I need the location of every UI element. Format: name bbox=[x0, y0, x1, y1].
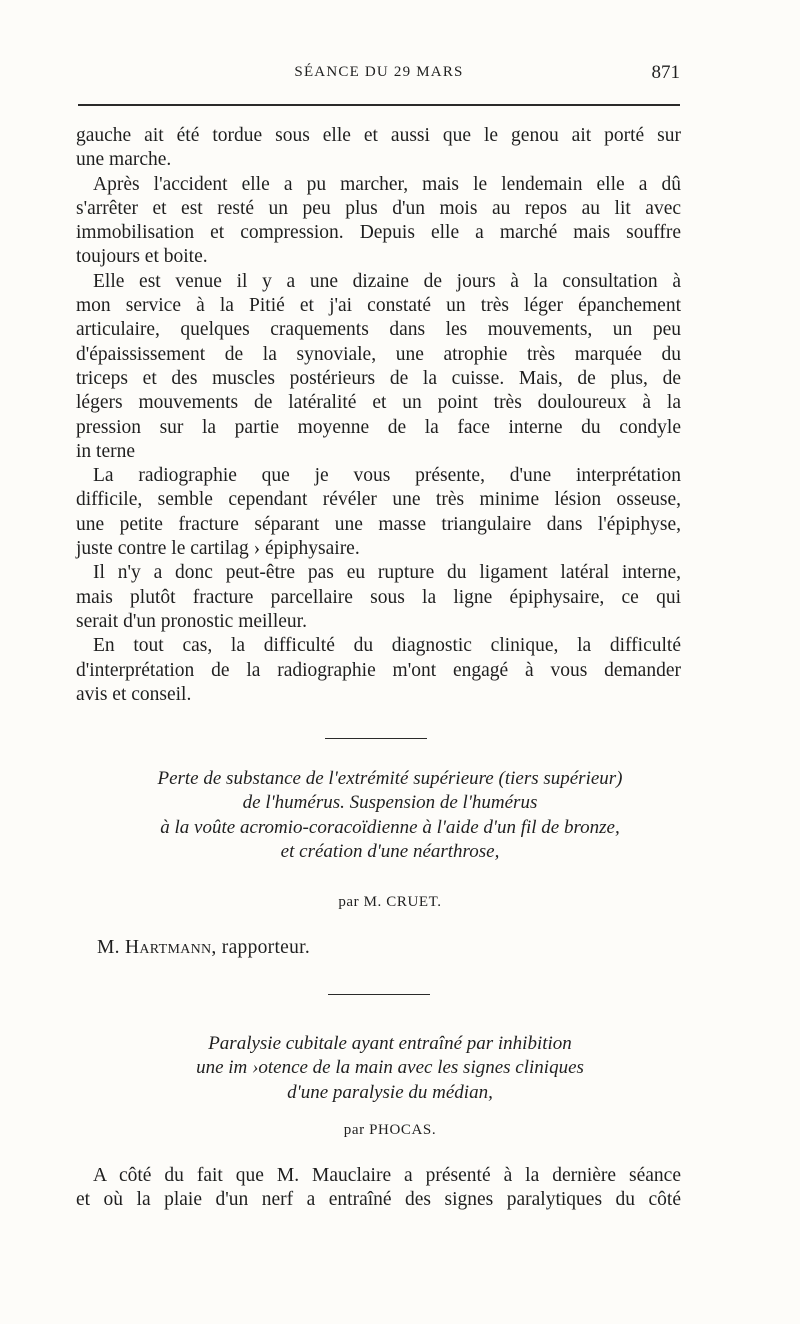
text-line: et où la plaie d'un nerf a entraîné des signes paralytiques du côté bbox=[76, 1189, 681, 1211]
title-line: une im ›otence de la main avec les signes cliniques bbox=[196, 1057, 584, 1079]
text-line: d'épaississement de la synoviale, une atrophie très marquée du bbox=[76, 343, 681, 365]
text-line: pression sur la partie moyenne de la face interne du condyle bbox=[76, 416, 681, 438]
text-line: avis et conseil. bbox=[76, 683, 192, 705]
section-author: par M. CRUET. bbox=[338, 894, 442, 910]
text-line: s'arrêter et est resté un peu plus d'un mois au repos au lit avec bbox=[76, 197, 681, 219]
reporter-line bbox=[97, 937, 310, 959]
text-line: mais plutôt fracture parcellaire sous la ligne épiphysaire, ce qui bbox=[76, 586, 681, 608]
text-line: Elle est venue il y a une dizaine de jours à la consultation à bbox=[93, 270, 681, 292]
text-line: A côté du fait que M. Mauclaire a présenté à la dernière séance bbox=[93, 1165, 681, 1186]
text-line: toujours et boite. bbox=[76, 246, 208, 268]
text-line: d'interprétation de la radiographie m'ont engagé à vous demander bbox=[76, 659, 681, 681]
reporter-suffix: , rapporteur. bbox=[211, 937, 311, 958]
title-line: et création d'une néarthrose, bbox=[280, 840, 500, 862]
header-rule bbox=[78, 104, 680, 106]
text-line: une marche. bbox=[76, 149, 172, 171]
running-header bbox=[78, 64, 680, 90]
section-title bbox=[90, 767, 690, 864]
text-line: Après l'accident elle a pu marcher, mais le lendemain elle a dû bbox=[93, 173, 681, 195]
text-line: gauche ait été tordue sous elle et aussi que le genou ait porté sur bbox=[76, 125, 681, 146]
text-line: juste contre le cartilag › épiphysaire. bbox=[76, 538, 360, 560]
section-separator bbox=[328, 994, 430, 995]
section-text bbox=[76, 1164, 681, 1213]
title-line: Perte de substance de l'extrémité supérieure (tiers supérieur) bbox=[157, 768, 623, 789]
body-text bbox=[76, 124, 681, 707]
section-author: par PHOCAS. bbox=[343, 1122, 437, 1138]
text-line: Il n'y a donc peut-être pas eu rupture du ligament latéral interne, bbox=[93, 562, 681, 584]
section-title bbox=[90, 1032, 690, 1105]
text-line: difficile, semble cependant révéler une très minime lésion osseuse, bbox=[76, 489, 681, 511]
text-line: in terne bbox=[76, 440, 136, 462]
running-title: SÉANCE DU 29 MARS bbox=[294, 64, 464, 80]
reporter-prefix: M. bbox=[97, 937, 125, 958]
title-line: de l'humérus. Suspension de l'humérus bbox=[242, 792, 538, 814]
text-line: articulaire, quelques craquements dans les mouvements, un peu bbox=[76, 319, 681, 341]
title-line: Paralysie cubitale ayant entraîné par inhibition bbox=[208, 1033, 572, 1054]
page-number: 871 bbox=[651, 62, 680, 83]
section-separator bbox=[325, 738, 427, 739]
reporter-name: Hartmann bbox=[125, 937, 212, 958]
title-line: d'une paralysie du médian, bbox=[287, 1081, 493, 1103]
text-line: triceps et des muscles postérieurs de la cuisse. Mais, de plus, de bbox=[76, 367, 681, 389]
text-line: En tout cas, la difficulté du diagnostic clinique, la difficulté bbox=[93, 635, 681, 657]
text-line: immobilisation et compression. Depuis elle a marché mais souffre bbox=[76, 222, 681, 244]
text-line: serait d'un pronostic meilleur. bbox=[76, 610, 307, 632]
text-line: une petite fracture séparant une masse triangulaire dans l'épiphyse, bbox=[76, 513, 681, 535]
text-line: légers mouvements de latéralité et un point très douloureux à la bbox=[76, 392, 681, 414]
text-line: La radiographie que je vous présente, d'une interprétation bbox=[93, 465, 681, 487]
text-line: mon service à la Pitié et j'ai constaté un très léger épanchement bbox=[76, 295, 681, 317]
title-line: à la voûte acromio-coracoïdienne à l'aide d'un fil de bronze, bbox=[160, 816, 620, 838]
